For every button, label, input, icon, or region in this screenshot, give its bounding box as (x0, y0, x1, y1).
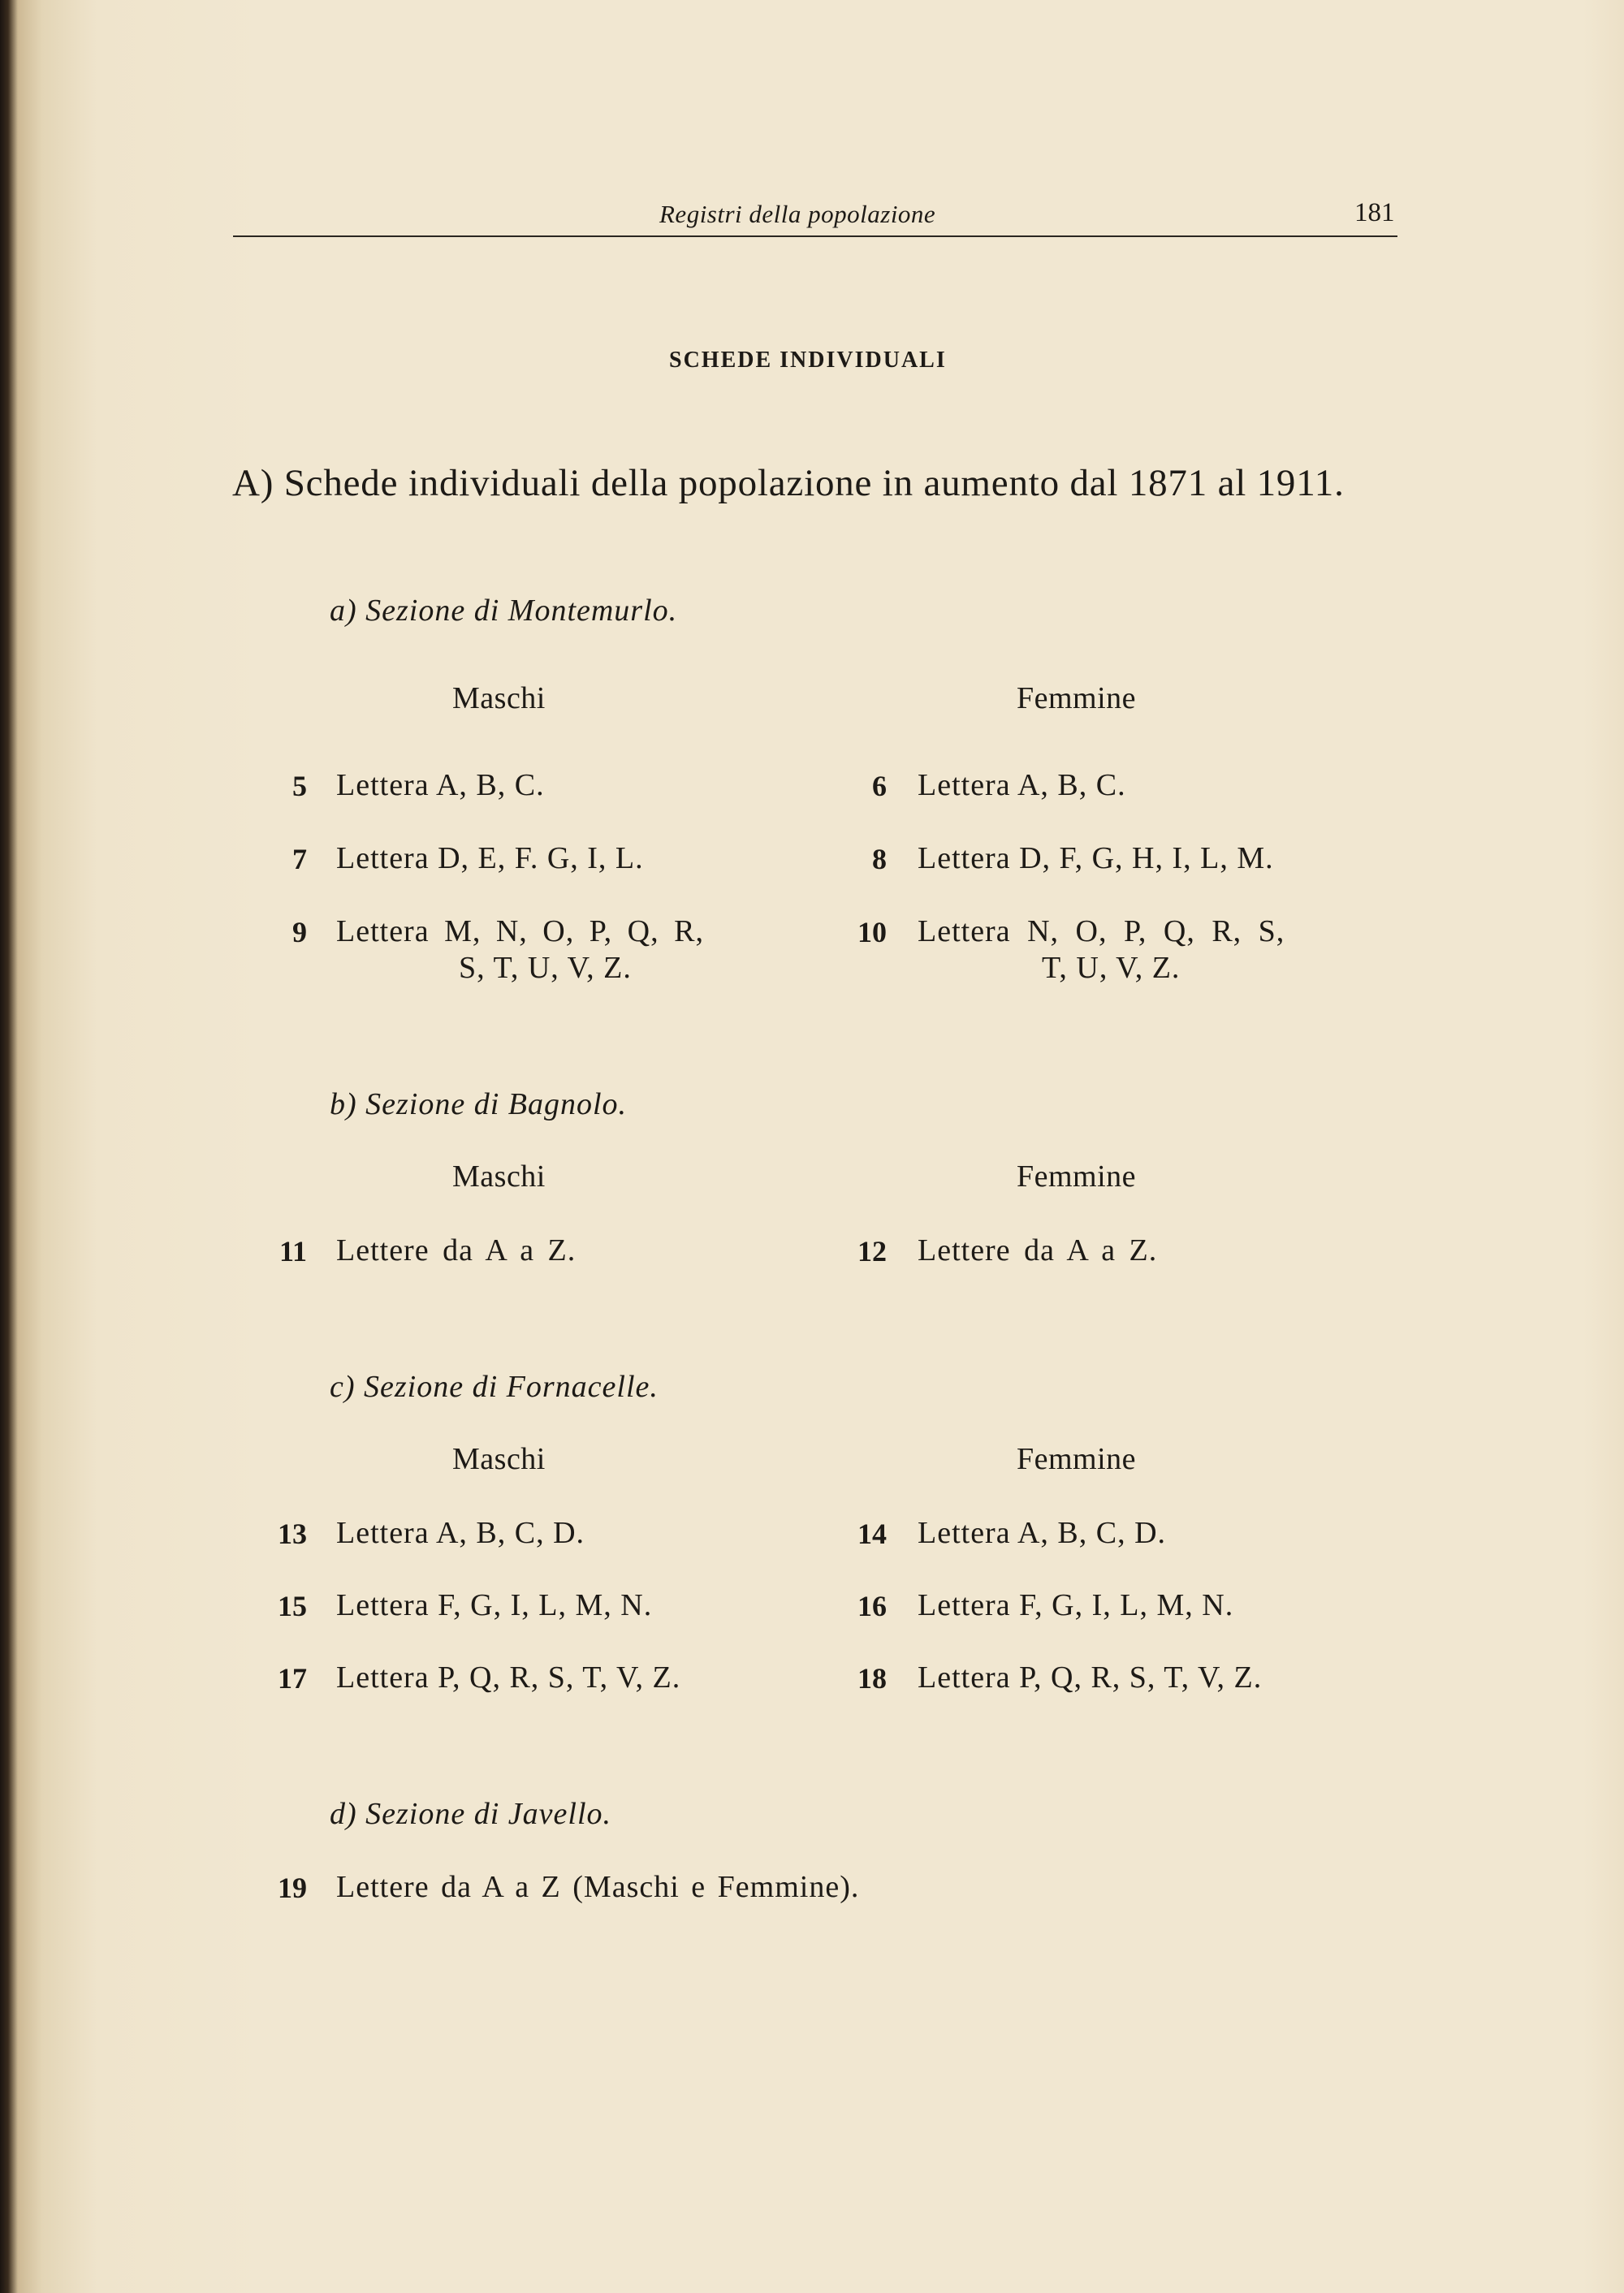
column-label-maschi: Maschi (452, 1159, 546, 1194)
section-heading: SCHEDE INDIVIDUALI (669, 348, 947, 373)
entry-number: 8 (872, 843, 887, 875)
entry-number: 7 (292, 843, 307, 875)
main-heading: A) Schede individuali della popolazione in aumento dal 1871 al 1911. (232, 462, 1345, 504)
entry-number: 11 (279, 1235, 307, 1267)
running-title: Registri della popolazione (659, 200, 936, 228)
entry-text: Lettera F, G, I, L, M, N. (336, 1588, 653, 1622)
entry-text: Lettera A, B, C. (336, 768, 545, 802)
entry-number: 18 (857, 1662, 887, 1695)
entry-text: Lettere da A a Z (Maschi e Femmine). (336, 1870, 860, 1904)
entry-text: Lettera A, B, C, D. (918, 1516, 1167, 1550)
section-title-fornacelle: c) Sezione di Fornacelle. (330, 1370, 659, 1404)
entry-continuation: S, T, U, V, Z. (459, 951, 632, 985)
entry-number: 17 (278, 1662, 307, 1695)
column-label-femmine: Femmine (1017, 681, 1137, 715)
entry-number: 14 (857, 1518, 887, 1550)
section-title-montemurlo: a) Sezione di Montemurlo. (330, 594, 678, 628)
entry-text: Lettera N, O, P, Q, R, S, (918, 914, 1285, 948)
entry-text: Lettera P, Q, R, S, T, V, Z. (336, 1660, 681, 1695)
entry-number: 10 (857, 916, 887, 948)
entry-text: Lettera D, F, G, H, I, L, M. (918, 841, 1274, 875)
column-label-maschi: Maschi (452, 1442, 546, 1476)
entry-text: Lettera A, B, C, D. (336, 1516, 585, 1550)
entry-number: 6 (872, 770, 887, 802)
column-label-femmine: Femmine (1017, 1159, 1137, 1194)
entry-text: Lettera F, G, I, L, M, N. (918, 1588, 1234, 1622)
entry-number: 19 (278, 1872, 307, 1904)
column-label-maschi: Maschi (452, 681, 546, 715)
entry-text: Lettera A, B, C. (918, 768, 1126, 802)
header-rule (233, 235, 1397, 237)
entry-continuation: T, U, V, Z. (1042, 951, 1181, 985)
entry-text: Lettere da A a Z. (918, 1233, 1158, 1267)
entry-number: 9 (292, 916, 307, 948)
entry-number: 16 (857, 1590, 887, 1622)
entry-text: Lettera P, Q, R, S, T, V, Z. (918, 1660, 1263, 1695)
entry-number: 5 (292, 770, 307, 802)
entry-number: 12 (857, 1235, 887, 1267)
section-title-bagnolo: b) Sezione di Bagnolo. (330, 1087, 628, 1121)
entry-number: 13 (278, 1518, 307, 1550)
entry-number: 15 (278, 1590, 307, 1622)
entry-text: Lettere da A a Z. (336, 1233, 577, 1267)
entry-text: Lettera D, E, F. G, I, L. (336, 841, 644, 875)
column-label-femmine: Femmine (1017, 1442, 1137, 1476)
page-number: 181 (1354, 198, 1395, 227)
section-title-javello: d) Sezione di Javello. (330, 1797, 612, 1831)
entry-text: Lettera M, N, O, P, Q, R, (336, 914, 704, 948)
